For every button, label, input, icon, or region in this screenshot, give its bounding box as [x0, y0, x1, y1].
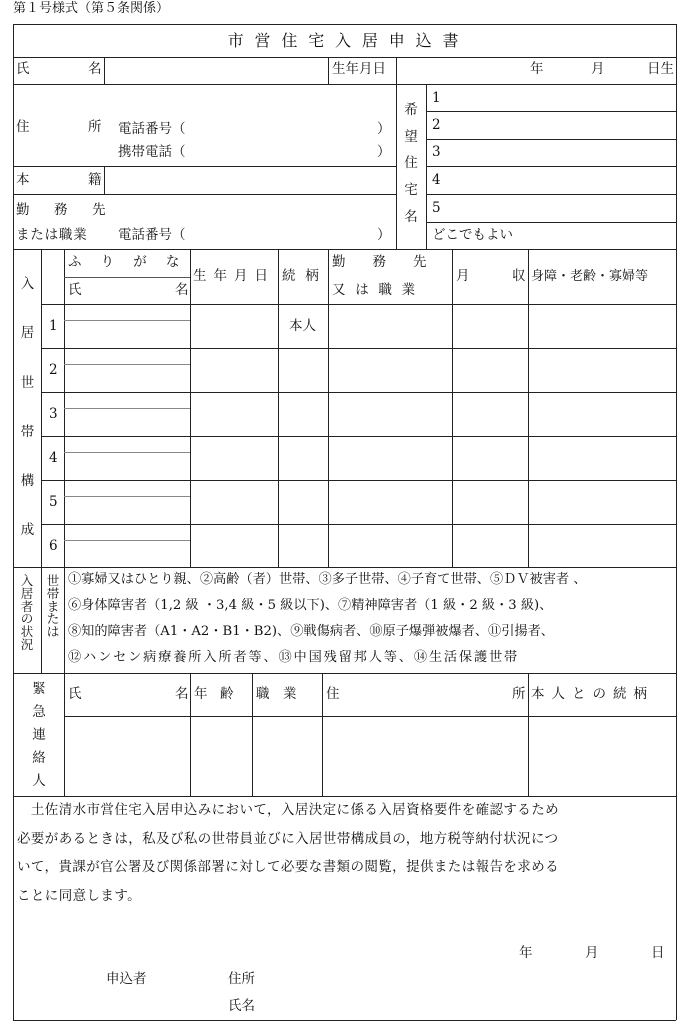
consent-line-1: 土佐清水市営住宅入居申込みにおいて，入居決定に係る入居資格要件を確認するため: [17, 802, 560, 818]
row-number-6: 6: [49, 538, 58, 554]
preferred-option-3[interactable]: 3: [432, 144, 441, 160]
furigana-header: ふ り が な: [68, 254, 187, 270]
row-number-3: 3: [49, 406, 58, 422]
workplace-header: 勤 務 先: [332, 254, 427, 270]
emergency-job-header: 職 業: [256, 686, 297, 702]
row-number-5: 5: [49, 494, 58, 510]
emergency-age-header: 年 齢: [194, 686, 238, 702]
status-inner-label: 世 帯 ま た は: [46, 573, 60, 639]
relation-header: 続 柄: [282, 268, 322, 284]
occupation-header: 又 は 職 業: [332, 282, 418, 298]
preferred-option-5[interactable]: 5: [432, 200, 441, 216]
preferred-housing-label: 希 望 住 宅 名: [404, 102, 418, 225]
applicant-signature-label: 申込者: [106, 971, 147, 987]
status-line-2[interactable]: ⑥身体障害者（1,2 級 ・3,4 級・5 級以下)、⑦精神障害者（1 級・2 級・3 級)、: [68, 598, 553, 613]
emergency-name-field[interactable]: [66, 719, 188, 793]
applicant-name-field[interactable]: [110, 60, 324, 82]
form-title: 市 営 住 宅 入 居 申 込 書: [227, 31, 462, 50]
signature-address-label: 住所: [228, 971, 255, 987]
emergency-side-label: 緊 急 連 絡 人: [32, 681, 46, 789]
honseki-field[interactable]: [106, 169, 394, 191]
emergency-relation-header: 本 人 と の 続 柄: [531, 686, 649, 702]
disability-header: 身障・老齢・寡婦等: [531, 269, 649, 284]
birthdate-label: 生年月日: [332, 61, 386, 77]
consent-line-2: 必要があるときは，私及び私の世帯員並びに入居世帯構成員の，地方税等納付状況につ: [17, 831, 559, 847]
preferred-option-2[interactable]: 2: [432, 117, 441, 133]
signature-name-label: 氏名: [228, 998, 255, 1014]
status-outer-label: 入 居 者 の 状 況: [20, 573, 34, 652]
row-number-1: 1: [49, 318, 58, 334]
birthdate-header: 生 年 月 日: [193, 268, 270, 284]
consent-line-3: いて，貴課が官公署及び関係部署に対して必要な書類の閲覧，提供または報告を求める: [17, 859, 560, 875]
row-number-4: 4: [49, 450, 58, 466]
preferred-option-1[interactable]: 1: [432, 90, 441, 106]
address-field[interactable]: [106, 88, 394, 118]
status-line-1[interactable]: ①寡婦又はひとり親、②高齢（者）世帯、③多子世帯、④子育て世帯、⑤ＤＶ被害者 、: [68, 572, 587, 587]
status-line-3[interactable]: ⑧知的障害者（A1・A2・B1・B2)、⑨戦傷病者、⑩原子爆弾被爆者、⑪引揚者、: [68, 624, 554, 639]
status-line-4[interactable]: ⑫ハンセン病療養所入所者等、⑬中国残留邦人等、⑭生活保護世帯: [68, 650, 520, 665]
preferred-option-4[interactable]: 4: [432, 172, 441, 188]
preferred-option-any[interactable]: どこでもよい: [432, 227, 513, 243]
consent-line-4: ことに同意します。: [17, 888, 142, 904]
household-side-label: 入 居 世 帯 構 成: [20, 276, 35, 539]
self-relation-cell: 本人: [289, 318, 316, 334]
form-number-label: 第１号様式（第５条関係）: [13, 1, 170, 16]
row-number-2: 2: [49, 362, 58, 378]
